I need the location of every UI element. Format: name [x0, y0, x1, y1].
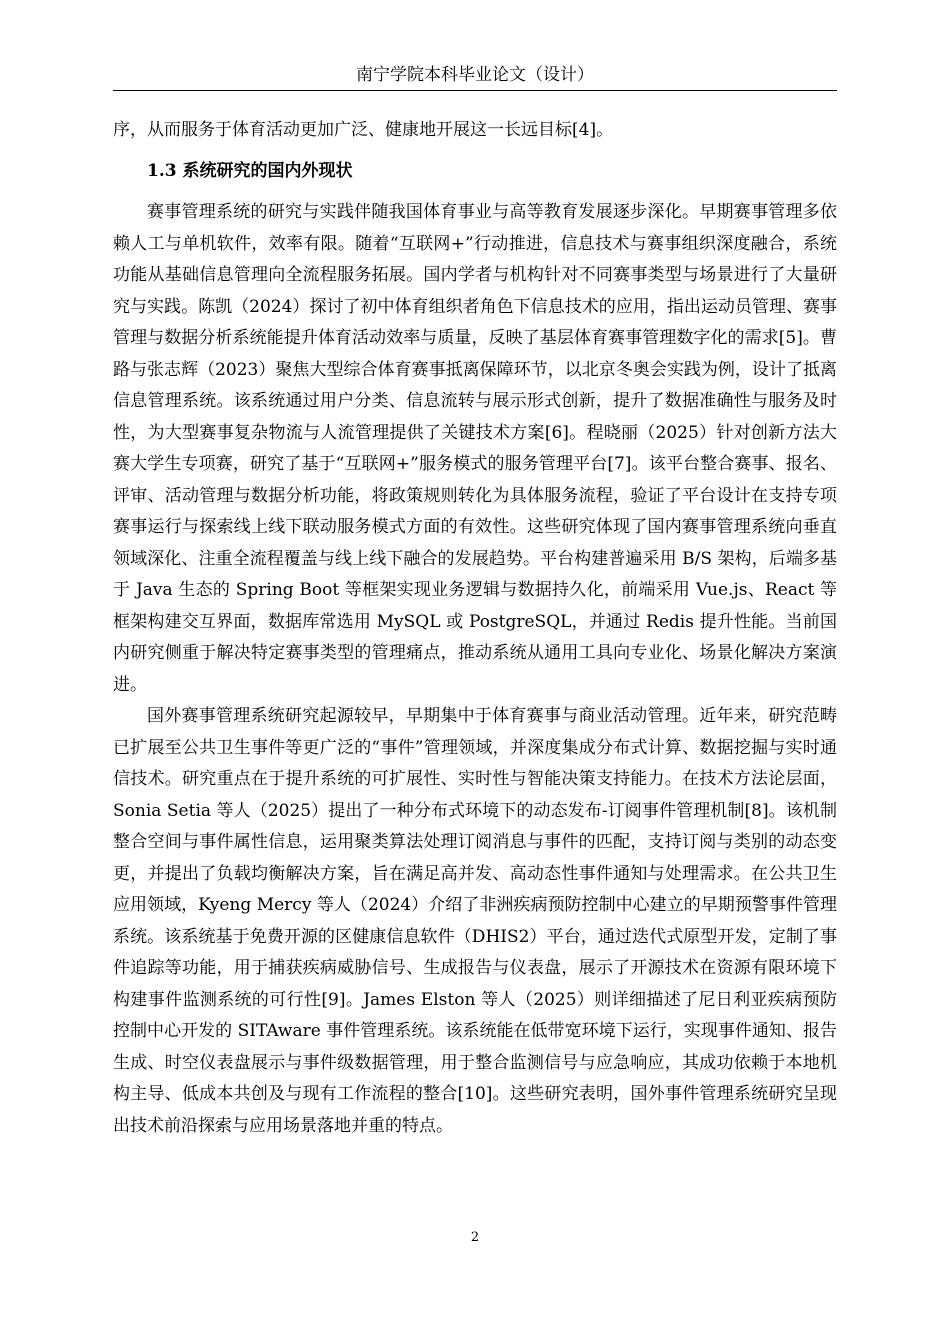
section-heading: 1.3 系统研究的国内外现状 [147, 160, 353, 181]
continuation-paragraph: 序，从而服务于体育活动更加广泛、健康地开展这一长远目标[4]。 [113, 120, 614, 140]
header-divider [113, 90, 837, 91]
running-header: 南宁学院本科毕业论文（设计） [356, 65, 594, 85]
page-number: 2 [470, 1230, 480, 1245]
body-text [113, 115, 837, 1142]
paragraph-foreign-status: 国外赛事管理系统研究起源较早，早期集中于体育赛事与商业活动管理。近年来，研究范畴已扩展至公共卫生事件等更广泛的“事件”管理领域，并深度集成分布式计算、数据挖掘与实时通信技术。研究重点在于提升系统的可扩展性、实时性与智能决策支持能力。在技术方法论层面，Sonia Setia 等人（2025）提出了一种分布式环境下的动态发布-订阅事件管理机制[8]。该机制整合空间与事件属性信息，运用聚类算法处理订阅消息与事件的匹配，支持订阅与类别的动态变更，并提出了负载均衡解决方案，旨在满足高并发、高动态性事件通知与处理需求。在公共卫生应用领域，Kyeng Mercy 等人（2024）介绍了非洲疾病预防控制中心建立的早期预警事件管理系统。该系统基于免费开源的区健康信息软件（DHIS2）平台，通过迭代式原型开发，定制了事件追踪等功能，用于捕获疾病威胁信号、生成报告与仪表盘，展示了开源技术在资源有限环境下构建事件监测系统的可行性[9]。James Elston 等人（2025）则详细描述了尼日利亚疾病预防控制中心开发的 SITAware 事件管理系统。该系统能在低带宽环境下运行，实现事件通知、报告生成、时空仪表盘展示与事件级数据管理，用于整合监测信号与应急响应，其成功依赖于本地机构主导、低成本共创及与现有工作流程的整合[10]。这些研究表明，国外事件管理系统研究呈现出技术前沿探索与应用场景落地并重的特点。 [113, 706, 837, 1136]
paragraph-domestic-status: 赛事管理系统的研究与实践伴随我国体育事业与高等教育发展逐步深化。早期赛事管理多依赖人工与单机软件，效率有限。随着“互联网+”行动推进，信息技术与赛事组织深度融合，系统功能从基础信息管理向全流程服务拓展。国内学者与机构针对不同赛事类型与场景进行了大量研究与实践。陈凯（2024）探讨了初中体育组织者角色下信息技术的应用，指出运动员管理、赛事管理与数据分析系统能提升体育活动效率与质量，反映了基层体育赛事管理数字化的需求[5]。曹路与张志辉（2023）聚焦大型综合体育赛事抵离保障环节，以北京冬奥会实践为例，设计了抵离信息管理系统。该系统通过用户分类、信息流转与展示形式创新，提升了数据准确性与服务及时性，为大型赛事复杂物流与人流管理提供了关键技术方案[6]。程晓丽（2025）针对创新方法大赛大学生专项赛，研究了基于“互联网+”服务模式的服务管理平台[7]。该平台整合赛事、报名、评审、活动管理与数据分析功能，将政策规则转化为具体服务流程，验证了平台设计在支持专项赛事运行与探索线上线下联动服务模式方面的有效性。这些研究体现了国内赛事管理系统向垂直领域深化、注重全流程覆盖与线上线下融合的发展趋势。平台构建普遍采用 B/S 架构，后端多基于 Java 生态的 Spring Boot 等框架实现业务逻辑与数据持久化，前端采用 Vue.js、React 等框架构建交互界面，数据库常选用 MySQL 或 PostgreSQL，并通过 Redis 提升性能。当前国内研究侧重于解决特定赛事类型的管理痛点，推动系统从通用工具向专业化、场景化解决方案演进。 [113, 202, 837, 695]
